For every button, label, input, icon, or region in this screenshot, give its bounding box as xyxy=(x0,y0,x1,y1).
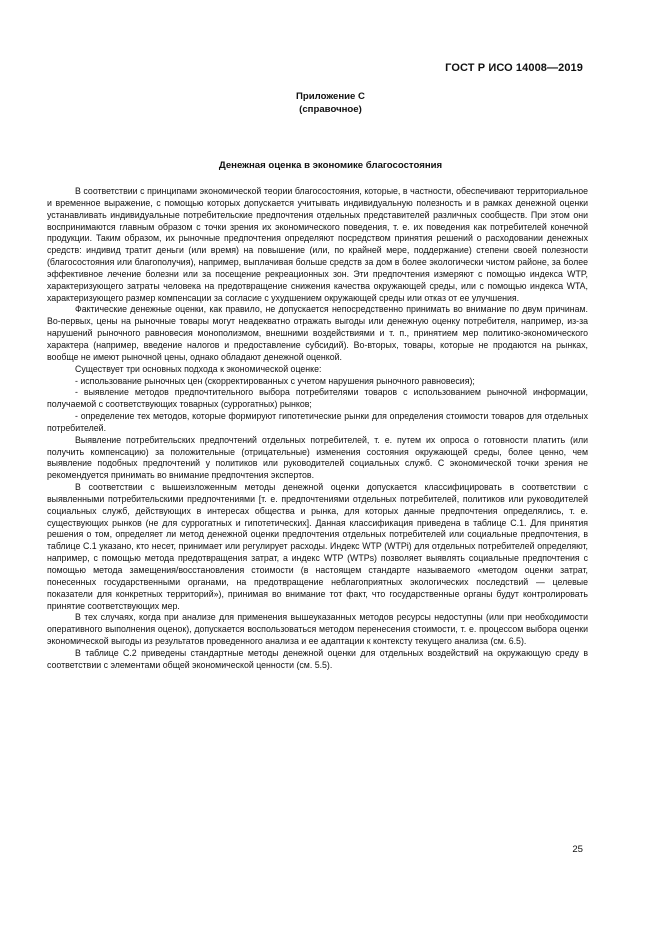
appendix-subtitle: (справочное) xyxy=(299,103,362,115)
paragraph: В таблице С.2 приведены стандартные методы денежной оценки для отдельных воздействий на окружающую среду в соответствии с элементами общей экономической ценности (см. 5.5). xyxy=(47,647,588,670)
paragraph: Фактические денежные оценки, как правило, не допускается непосредственно принимать во внимание по двум причинам. Во-первых, цены на рыночные товары могут неадекватно отражать выгоды или денежную оценку потребителя, например, из-за нарушений рыночного равновесия монополизмом, внешними воздействиями и т. п., принятием мер политико-экономического характера (например, введение налогов и предоставление субсидий). Во-вторых, товары, которые не продаются на рынках, вообще не имеют рыночной цены, однако обладают денежной оценкой. xyxy=(47,304,588,362)
body-text xyxy=(47,186,588,672)
paragraph: В тех случаях, когда при анализе для применения вышеуказанных методов ресурсы недоступны (или при необходимости оперативного выполнения оценок), допускается воспользоваться методом перенесения стоимости, т. е. процессом выбора оценки экономической выгоды из результатов проведенного анализа и ее адаптации к контексту текущего анализа (см. 6.5). xyxy=(47,612,588,647)
standard-designation: ГОСТ Р ИСО 14008—2019 xyxy=(445,62,583,74)
paragraph: Выявление потребительских предпочтений отдельных потребителей, т. е. путем их опроса о готовности платить (или получить компенсацию) за положительные (отрицательные) изменения состояния окружающей среды, более ценно, чем выявление подобных предпочтений у политиков или руководителей социальных служб. С экономической точки зрения не рекомендуется принимать во внимание предпочтения экспертов. xyxy=(47,434,588,481)
paragraph: Существует три основных подхода к экономической оценке: xyxy=(75,363,322,374)
list-item: - выявление методов предпочтительного выбора потребителями товаров с использованием рыночной информации, получаемой с соответствующих товарных (суррогатных) рынков; xyxy=(47,387,588,410)
appendix-heading xyxy=(0,91,661,116)
section-title: Денежная оценка в экономике благосостояния xyxy=(218,160,443,171)
paragraph: В соответствии с принципами экономической теории благосостояния, которые, в частности, обеспечивают территориальное и временное выражение, с помощью которых допускается учитывать индивидуальную полезность и в рамках денежной оценки устанавливать индивидуальные потребительские предпочтения отдельных представителей различных сообществ. При этом они воспринимаются главным образом с точки зрения их экономического поведения, т. е. их поведения как потребителей конечной продукции. Таким образом, их рыночные предпочтения определяют посредством принятия решений о расходовании денежных средств: индивид тратит деньги (или время) на повышение (или, по крайней мере, поддержание) степени своей полезности (благосостояния или благополучия), например, выплачивая больше средств за дом в более экологически чистом районе, за более эффективное лечение болезни или за посещение рекреационных зон. Эти предпочтения измеряют с помощью индекса WTP, характеризующего затраты человека на предотвращение снижения качества окружающей среды, или с помощью индекса WTA, характеризующего размер компенсации за согласие с ухудшением окружающей среды или отказ от ее улучшения. xyxy=(47,186,588,303)
appendix-title: Приложение С xyxy=(296,91,365,102)
paragraph: В соответствии с вышеизложенным методы денежной оценки допускается классифицировать в соответствии с выявленными потребительскими предпочтениями [т. е. предпочтениями отдельных потребителей, политиков или руководителей социальных служб, действующих в интересах общества и рынка, для которых данные предпочтения определялись, т. е. существующих рынков (не для суррогатных и гипотетических]. Данная классификация приведена в таблице С.1. Для принятия решения о том, определяет ли метод денежной оценки предпочтения отдельных потребителей или социальные предпочтения, в таблице С.1 указано, кто несет, принимает или регулирует расходы. Индекс WTP (WTPi) для отдельных потребителей определяют, например, с помощью метода предотвращения затрат, а индекс WTP (WTPs) позволяет выявлять социальные предпочтения с помощью метода замещения/восстановления стоимости (в настоящем стандарте называемого «методом оценки затрат, понесенных государственными органами, на предотвращение неблагоприятных экологических последствий — целевые показатели для конкретных территорий»), принимая во внимание тот факт, что государственные органы будут контролировать принятие соответствующих мер. xyxy=(47,482,588,611)
list-item: - использование рыночных цен (скорректированных с учетом нарушения рыночного равновесия); xyxy=(75,375,475,386)
page-number: 25 xyxy=(572,844,583,855)
list-item: - определение тех методов, которые формируют гипотетические рынки для определения стоимости товаров для отдельных потребителей. xyxy=(47,411,588,433)
